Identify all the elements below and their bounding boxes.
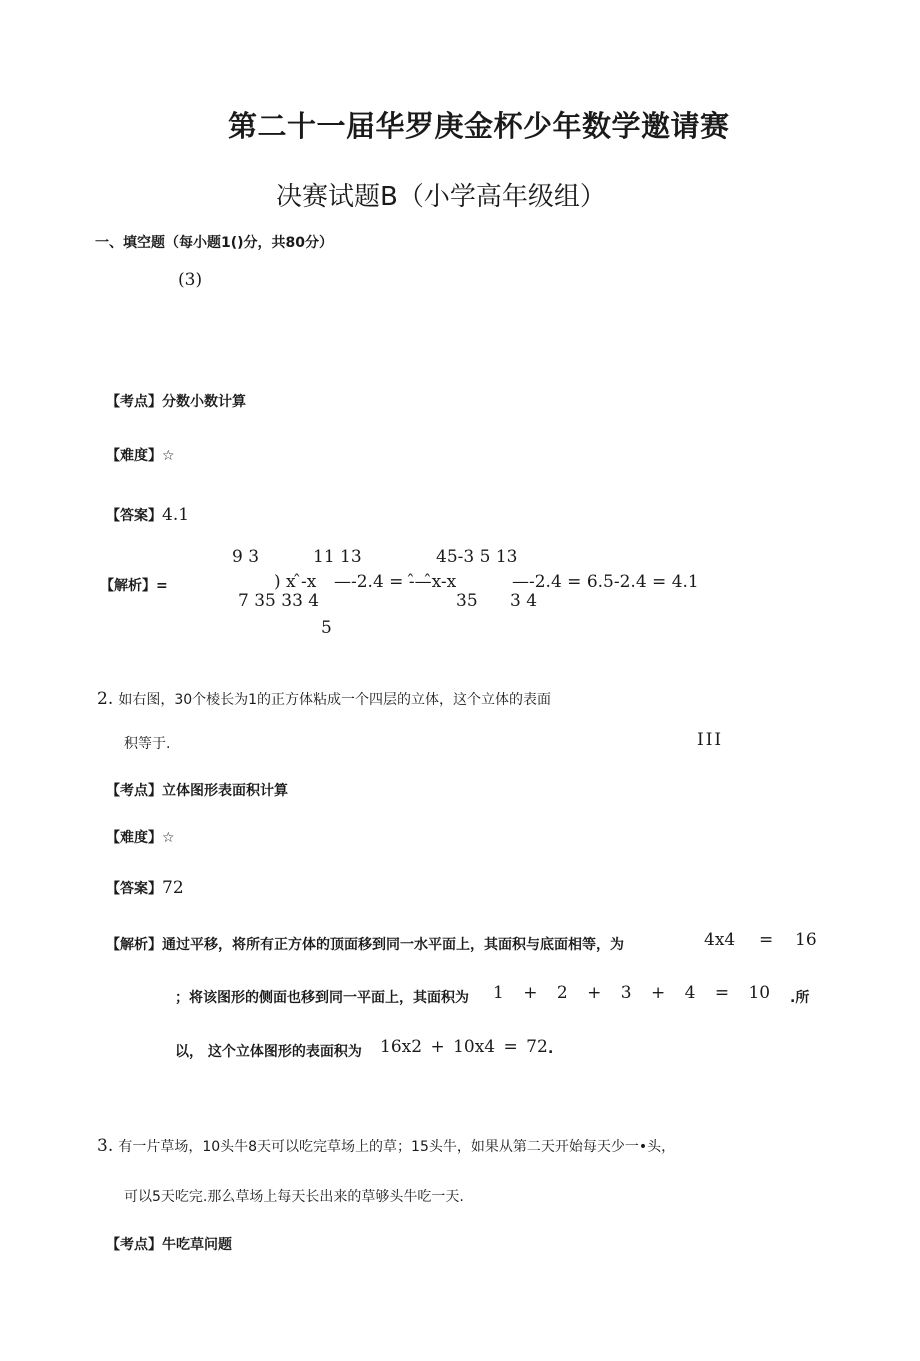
question-number: 3. — [97, 1136, 114, 1156]
page-subtitle: 决赛试题B（小学高年级组） — [276, 182, 606, 212]
question-number: 2. — [97, 689, 114, 709]
analysis-line-2: ；将该图形的侧面也移到同一平面上，其面积为 — [175, 990, 469, 1006]
question-3 — [97, 1136, 675, 1156]
formula-mid-c: —-2.4 = 6.5-2.4 = 4.1 — [512, 572, 699, 592]
page-title: 第二十一届华罗庚金杯少年数学邀请赛 — [228, 109, 730, 143]
question-stem: 有一片草场，10头牛8天可以吃完草场上的草；15头牛，如果从第二天开始每天少一•头， — [118, 1139, 676, 1155]
analysis-line-2-end: .所 — [790, 990, 810, 1006]
formula-top-b: 11 13 — [313, 547, 362, 567]
answer-row — [106, 505, 189, 525]
point-label: 【考点】牛吃草问题 — [106, 1237, 232, 1253]
formula-top-c: 45-3 5 13 — [436, 547, 518, 567]
question-stem: 如右图，30个棱长为1的正方体粘成一个四层的立体，这个立体的表面 — [118, 692, 552, 708]
analysis-line-3-end: . — [548, 1041, 554, 1057]
question-2 — [97, 689, 551, 709]
analysis-eq-2: 1 + 2 + 3 + 4 = 10 — [493, 983, 771, 1003]
point-label: 【考点】分数小数计算 — [106, 394, 246, 410]
formula-bot2: 5 — [321, 618, 332, 638]
analysis-line-3: 以， 这个立体图形的表面积为 — [175, 1044, 362, 1060]
analysis-eq-1b: = — [759, 930, 774, 950]
formula-bot-c: 35 — [456, 591, 478, 611]
section-heading: 一、填空题（每小题1()分，共80分） — [95, 235, 334, 251]
formula-top-a: 9 3 — [232, 547, 260, 567]
formula-mid-a: ) x ̂-x — [274, 572, 317, 592]
analysis-line-1: 【解析】通过平移，将所有正方体的顶面移到同一水平面上，其面积与底面相等，为 — [106, 937, 624, 953]
answer-value: 4.1 — [162, 505, 190, 525]
analysis-label: 【解析】= — [100, 578, 168, 594]
point-label: 【考点】立体图形表面积计算 — [106, 783, 288, 799]
analysis-eq-3: 16x2 + 10x4 = 72 — [380, 1037, 548, 1057]
analysis-eq-1a: 4x4 — [704, 930, 736, 950]
answer-row — [106, 878, 184, 898]
question-stem-cont: 积等于. — [124, 736, 171, 752]
question-number: (3) — [178, 270, 203, 290]
difficulty-label: 【难度】☆ — [106, 830, 175, 846]
difficulty-label: 【难度】☆ — [106, 448, 175, 464]
formula-mid-b: —-2.4 = -̂—̂x-x — [334, 572, 457, 592]
formula-bot-d: 3 4 — [510, 591, 538, 611]
formula-bot-a: 7 35 33 4 — [238, 591, 320, 611]
answer-label: 【答案】 — [106, 881, 162, 897]
answer-label: 【答案】 — [106, 508, 162, 524]
question-stem-cont: 可以5天吃完.那么草场上每天长出来的草够头牛吃一天. — [124, 1189, 464, 1205]
figure-marks: III — [697, 730, 724, 750]
analysis-eq-1c: 16 — [795, 930, 817, 950]
answer-value: 72 — [162, 878, 184, 898]
